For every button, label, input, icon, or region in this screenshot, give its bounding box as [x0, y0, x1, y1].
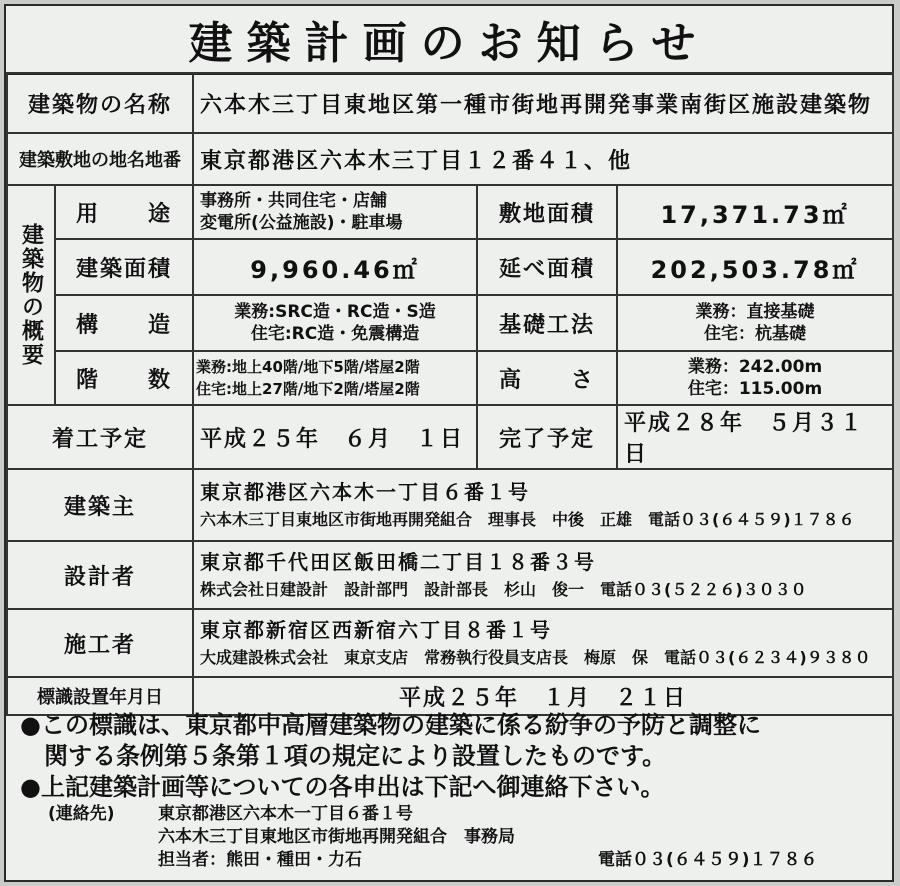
foundation-label: 基礎工法 — [477, 295, 617, 351]
contact-row1 — [20, 803, 878, 826]
designer-address: 東京都千代田区飯田橋二丁目１８番３号 — [200, 550, 597, 574]
notes-section — [6, 706, 892, 880]
structure-value-line1: 業務:SRC造・RC造・S造 — [234, 302, 436, 322]
note1-line1: ●この標識は、東京都中高層建築物の建築に係る紛争の予防と調整に — [20, 711, 761, 739]
contact-row3 — [20, 849, 878, 872]
notice-title: 建築計画のお知らせ — [6, 6, 892, 75]
use-value-line1: 事務所・共同住宅・店舗 — [200, 191, 388, 211]
foundation-value-line2: 住宅：杭基礎 — [704, 324, 807, 344]
start-value: 平成２５年 ６月 １日 — [193, 405, 477, 469]
contractor-label: 施工者 — [7, 609, 193, 677]
row-structure — [7, 295, 893, 351]
contact-address: 東京都港区六本木一丁目６番１号 — [158, 804, 413, 824]
building-name-label: 建築物の名称 — [7, 73, 193, 133]
site-address-value: 東京都港区六本木三丁目１２番４１、他 — [193, 133, 893, 185]
floors-label: 階 数 — [55, 351, 193, 405]
designer-value — [193, 541, 893, 609]
floor-area-label: 延べ面積 — [477, 239, 617, 295]
row-building-area — [7, 239, 893, 295]
start-label: 着工予定 — [7, 405, 193, 469]
use-value-line2: 変電所(公益施設)・駐車場 — [200, 213, 403, 233]
site-area-value: 17,371.73㎡ — [617, 185, 893, 239]
contact-person: 担当者：熊田・種田・力石 — [158, 850, 362, 870]
designer-detail: 株式会社日建設計 設計部門 設計部長 杉山 俊一 電話０３(５２２６)３０３０ — [200, 580, 807, 599]
building-area-label: 建築面積 — [55, 239, 193, 295]
building-area-value: 9,960.46㎡ — [193, 239, 477, 295]
building-name-value: 六本木三丁目東地区第一種市街地再開発事業南街区施設建築物 — [193, 73, 893, 133]
posted-label: 標識設置年月日 — [7, 677, 193, 715]
owner-value — [193, 469, 893, 541]
owner-detail: 六本木三丁目東地区市街地再開発組合 理事長 中後 正雄 電話０３(６４５９)１７８６ — [200, 510, 855, 529]
contractor-detail: 大成建設株式会社 東京支店 常務執行役員支店長 梅原 保 電話０３(６２３４)９３８０ — [200, 648, 871, 667]
row-floors — [7, 351, 893, 405]
foundation-value-line1: 業務：直接基礎 — [695, 302, 815, 322]
floors-value-line1: 業務:地上40階/地下5階/塔屋2階 — [196, 358, 420, 376]
height-value-line1: 業務：242.00m — [687, 357, 823, 377]
overview-label: 建築物の概要 — [7, 185, 55, 405]
row-schedule — [7, 405, 893, 469]
owner-label: 建築主 — [7, 469, 193, 541]
floors-value — [193, 351, 477, 405]
height-label: 高 さ — [477, 351, 617, 405]
row-contractor — [7, 609, 893, 677]
contractor-value — [193, 609, 893, 677]
structure-value — [193, 295, 477, 351]
floors-value-line2: 住宅:地上27階/地下2階/塔屋2階 — [196, 380, 420, 398]
note1-line2: 関する条例第５条第１項の規定により設置したものです。 — [44, 742, 667, 770]
row-owner — [7, 469, 893, 541]
row-site-address — [7, 133, 893, 185]
foundation-value — [617, 295, 893, 351]
row-building-name — [7, 73, 893, 133]
contractor-address: 東京都新宿区西新宿六丁目８番１号 — [200, 618, 553, 642]
contact-row2 — [20, 826, 878, 849]
designer-label: 設計者 — [7, 541, 193, 609]
site-address-label: 建築敷地の地名地番 — [7, 133, 193, 185]
row-designer — [7, 541, 893, 609]
finish-value: 平成２８年 ５月３１日 — [617, 405, 893, 469]
contact-key: (連絡先) — [48, 804, 115, 824]
height-value-line2: 住宅：115.00m — [687, 379, 823, 399]
row-use — [7, 185, 893, 239]
structure-value-line2: 住宅:RC造・免震構造 — [250, 324, 420, 344]
use-label: 用 途 — [55, 185, 193, 239]
notice-board — [4, 4, 894, 882]
height-value — [617, 351, 893, 405]
posted-value: 平成２５年 １月 ２１日 — [193, 677, 893, 715]
use-value — [193, 185, 477, 239]
structure-label: 構 造 — [55, 295, 193, 351]
contact-org: 六本木三丁目東地区市街地再開発組合 事務局 — [158, 827, 515, 847]
finish-label: 完了予定 — [477, 405, 617, 469]
info-table — [6, 72, 894, 716]
site-area-label: 敷地面積 — [477, 185, 617, 239]
note2: ●上記建築計画等についての各申出は下記へ御連絡下さい。 — [20, 773, 665, 801]
owner-address: 東京都港区六本木一丁目６番１号 — [200, 480, 531, 504]
contact-phone: 電話０３(６４５９)１７８６ — [598, 850, 818, 870]
floor-area-value: 202,503.78㎡ — [617, 239, 893, 295]
